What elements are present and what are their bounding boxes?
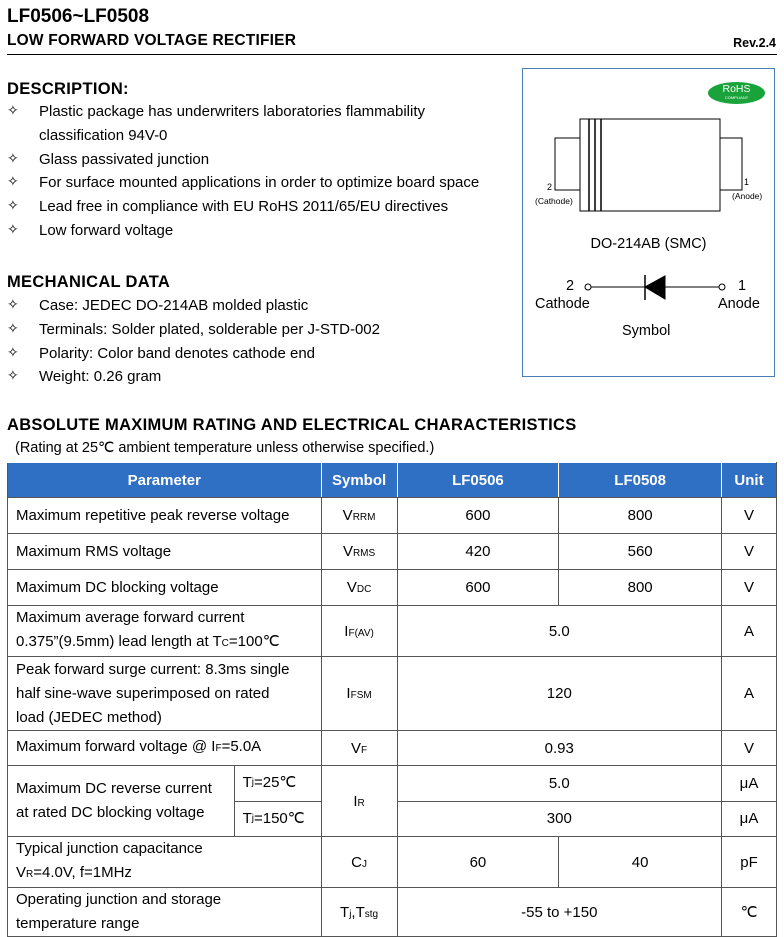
list-item: classification 94V-0	[39, 126, 168, 144]
revision-label: Rev.2.4	[733, 36, 776, 50]
bullet-icon: ✧	[7, 150, 19, 167]
table-row: Maximum forward voltage @ IF=5.0A VF 0.93 V	[8, 731, 777, 766]
bullet-icon: ✧	[7, 320, 19, 337]
description-heading: DESCRIPTION:	[7, 80, 129, 98]
col-header: Symbol	[321, 463, 397, 498]
bullet-icon: ✧	[7, 221, 19, 238]
bullet-icon: ✧	[7, 198, 19, 215]
document-subtitle: LOW FORWARD VOLTAGE RECTIFIER	[7, 32, 297, 49]
bullet-icon: ✧	[7, 368, 19, 385]
table-row: Peak forward surge current: 8.3ms single half sine-wave superimposed on rated load (JEDEC method) IFSM 120 A	[8, 657, 777, 731]
table-row: Maximum average forward current 0.375”(9.5mm) lead length at TC=100℃ IF(AV) 5.0 A	[8, 606, 777, 657]
list-item: ✧ Terminals: Solder plated, solderable per J-STD-002	[7, 318, 380, 342]
bullet-icon: ✧	[7, 174, 19, 191]
header-rule	[7, 54, 777, 55]
bullet-icon: ✧	[7, 103, 19, 119]
ratings-heading: ABSOLUTE MAXIMUM RATING AND ELECTRICAL CHARACTERISTICS	[7, 416, 577, 434]
list-item: ✧ Plastic package has underwriters laboratories flammability	[7, 100, 479, 124]
pin1-label: 1	[744, 177, 750, 187]
list-item: ✧ For surface mounted applications in order to optimize board space	[7, 171, 479, 195]
rohs-logo: RoHS COMPLIANT	[708, 82, 765, 104]
mechanical-list	[7, 294, 380, 389]
symbol-anode: Anode	[718, 296, 760, 312]
bullet-icon: ✧	[7, 297, 19, 313]
symbol-caption: Symbol	[622, 323, 671, 339]
list-item: ✧ Glass passivated junction	[7, 148, 479, 172]
col-header: LF0506	[397, 463, 559, 498]
pin2-label: 2	[547, 182, 553, 192]
anode-small-label: (Anode)	[732, 191, 763, 201]
ratings-note: (Rating at 25℃ ambient temperature unless otherwise specified.)	[15, 440, 435, 456]
mechanical-heading: MECHANICAL DATA	[7, 273, 171, 291]
table-row: Maximum RMS voltage VRMS 420 560 V	[8, 534, 777, 570]
list-item: ✧ Case: JEDEC DO-214AB molded plastic	[7, 294, 380, 318]
table-header-row	[8, 463, 777, 498]
col-header: Parameter	[8, 463, 322, 498]
col-header: LF0508	[559, 463, 722, 498]
symbol-pin2: 2	[566, 278, 575, 294]
list-item: ✧ Weight: 0.26 gram	[7, 365, 380, 389]
package-name: DO-214AB (SMC)	[590, 236, 707, 252]
list-item: ✧ Lead free in compliance with EU RoHS 2011/65/EU directives	[7, 195, 479, 219]
table-row: Operating junction and storage temperature range Tj,Tstg -55 to +150 ℃	[8, 888, 777, 937]
table-row: Maximum DC blocking voltage VDC 600 800 V	[8, 570, 777, 606]
table-row: Typical junction capacitance VR=4.0V, f=1MHz CJ 60 40 pF	[8, 837, 777, 888]
table-row: Maximum repetitive peak reverse voltage VRRM 600 800 V	[8, 498, 777, 534]
package-drawing	[522, 100, 775, 230]
ratings-table	[7, 462, 777, 937]
list-item: ✧ Low forward voltage	[7, 219, 479, 243]
bullet-icon: ✧	[7, 344, 19, 361]
col-header: Unit	[722, 463, 777, 498]
description-list	[7, 100, 479, 243]
cathode-small-label: (Cathode)	[535, 196, 573, 206]
symbol-pin1: 1	[738, 278, 747, 294]
list-item: ✧ Polarity: Color band denotes cathode end	[7, 342, 380, 366]
document-title: LF0506~LF0508	[7, 6, 150, 27]
table-row: 300 μA	[8, 801, 777, 837]
table-row: Maximum DC reverse current at rated DC blocking voltage T j =25℃ T j =150℃ IR 5.0 μA	[8, 766, 777, 802]
symbol-cathode: Cathode	[535, 296, 590, 312]
